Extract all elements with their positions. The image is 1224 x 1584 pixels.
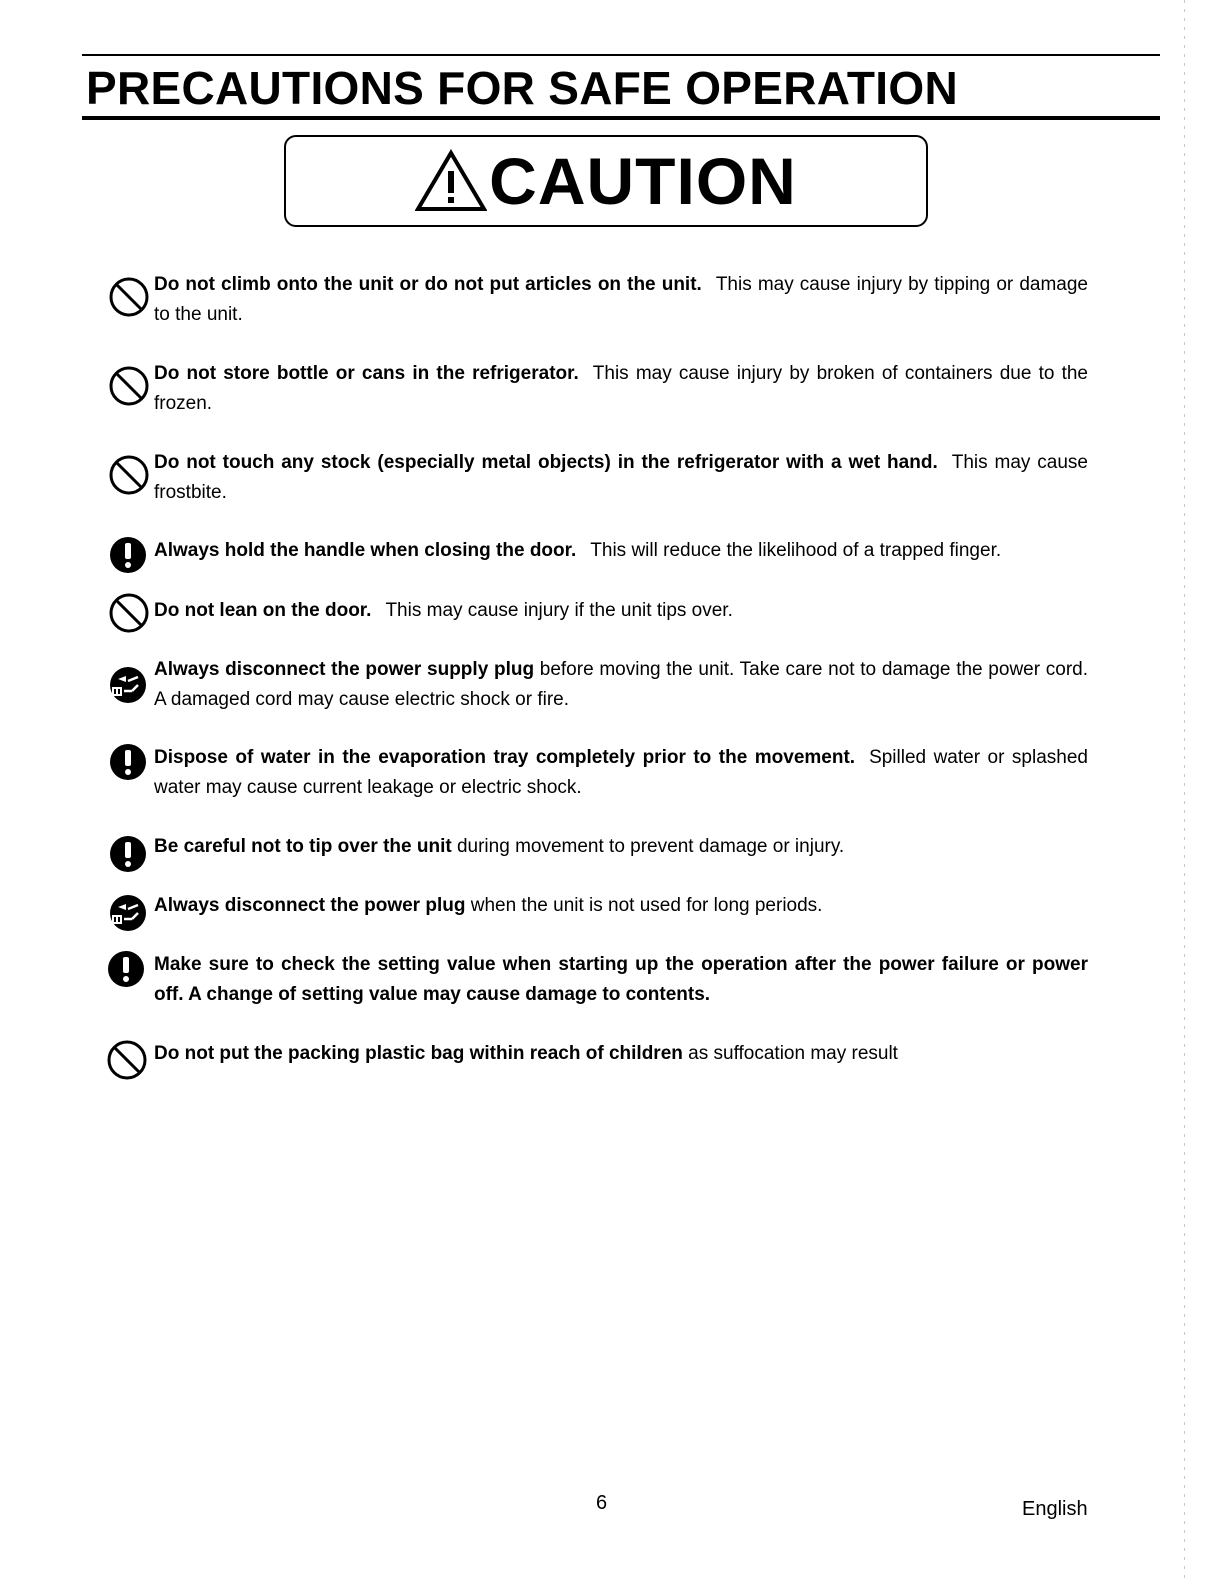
prohibition-icon (108, 454, 150, 496)
caution-label: CAUTION (489, 144, 797, 218)
precaution-detail: This may cause injury by broken of containers due to the frozen. (154, 363, 1088, 414)
header-top-rule (82, 54, 1160, 56)
precaution-item (108, 655, 1088, 715)
header-bottom-rule (82, 116, 1160, 120)
precaution-text (154, 448, 1088, 508)
warning-triangle-icon (415, 149, 487, 213)
precaution-detail: before moving the unit. Take care not to damage the power cord. A damaged cord may cause electric shock or fire. (154, 659, 1088, 710)
precaution-detail: as suffocation may result (688, 1043, 898, 1064)
precaution-bold: Make sure to check the setting value when starting up the operation after the power failure or power off. A change of setting value may cause damage to contents. (154, 954, 1088, 1005)
precaution-text (154, 536, 1088, 566)
prohibition-icon (106, 1039, 148, 1081)
precaution-bold: Always disconnect the power plug (154, 895, 466, 916)
mandatory-action-icon (108, 535, 148, 575)
precaution-text (154, 1039, 1088, 1069)
precaution-item (108, 832, 1088, 862)
precaution-text (154, 743, 1088, 803)
precaution-item (108, 359, 1088, 419)
precaution-item (108, 270, 1088, 330)
mandatory-action-icon (108, 834, 148, 874)
precaution-item (108, 448, 1088, 508)
precaution-bold: Do not climb onto the unit or do not put articles on the unit. (154, 274, 702, 295)
precaution-detail: during movement to prevent damage or injury. (456, 836, 845, 857)
precaution-text (154, 950, 1088, 1010)
page-number: 6 (596, 1492, 608, 1514)
precaution-bold: Do not put the packing plastic bag within reach of children (154, 1043, 683, 1064)
precaution-bold: Do not lean on the door. (154, 600, 372, 621)
footer-language: English (1022, 1498, 1088, 1520)
precaution-bold: Always disconnect the power supply plug (154, 659, 535, 680)
precaution-item (108, 596, 1088, 626)
precaution-item (108, 536, 1088, 566)
page-title: PRECAUTIONS FOR SAFE OPERATION (86, 62, 958, 114)
mandatory-action-icon (106, 949, 146, 989)
scan-edge-line (1184, 0, 1185, 1584)
precaution-text (154, 270, 1088, 330)
mandatory-action-icon (108, 742, 148, 782)
precaution-bold: Do not store bottle or cans in the refrigerator. (154, 363, 579, 384)
prohibition-icon (108, 365, 150, 407)
caution-heading (415, 144, 797, 218)
precaution-text (154, 596, 1088, 626)
precaution-bold: Always hold the handle when closing the door. (154, 540, 577, 561)
precaution-detail: This may cause frostbite. (154, 452, 1088, 503)
precaution-item (108, 743, 1088, 803)
precaution-text (154, 832, 1088, 862)
precaution-item (108, 891, 1088, 921)
prohibition-icon (108, 276, 150, 318)
precaution-detail: Spilled water or splashed water may cause current leakage or electric shock. (154, 747, 1088, 798)
precaution-detail: This will reduce the likelihood of a trapped finger. (590, 540, 1002, 561)
precaution-bold: Do not touch any stock (especially metal objects) in the refrigerator with a wet hand. (154, 452, 938, 473)
precaution-item (108, 1039, 1088, 1069)
precaution-text (154, 655, 1088, 715)
precaution-text (154, 891, 1088, 921)
precaution-item (108, 950, 1088, 1010)
prohibition-icon (108, 592, 150, 634)
precaution-detail: This may cause injury by tipping or damage to the unit. (154, 274, 1088, 325)
precaution-bold: Dispose of water in the evaporation tray completely prior to the movement. (154, 747, 856, 768)
precaution-detail: when the unit is not used for long periods. (470, 895, 823, 916)
unplug-icon (108, 893, 148, 933)
precaution-text (154, 359, 1088, 419)
unplug-icon (108, 665, 148, 705)
caution-banner (284, 135, 928, 227)
precaution-detail: This may cause injury if the unit tips over. (385, 600, 733, 621)
precaution-bold: Be careful not to tip over the unit (154, 836, 452, 857)
